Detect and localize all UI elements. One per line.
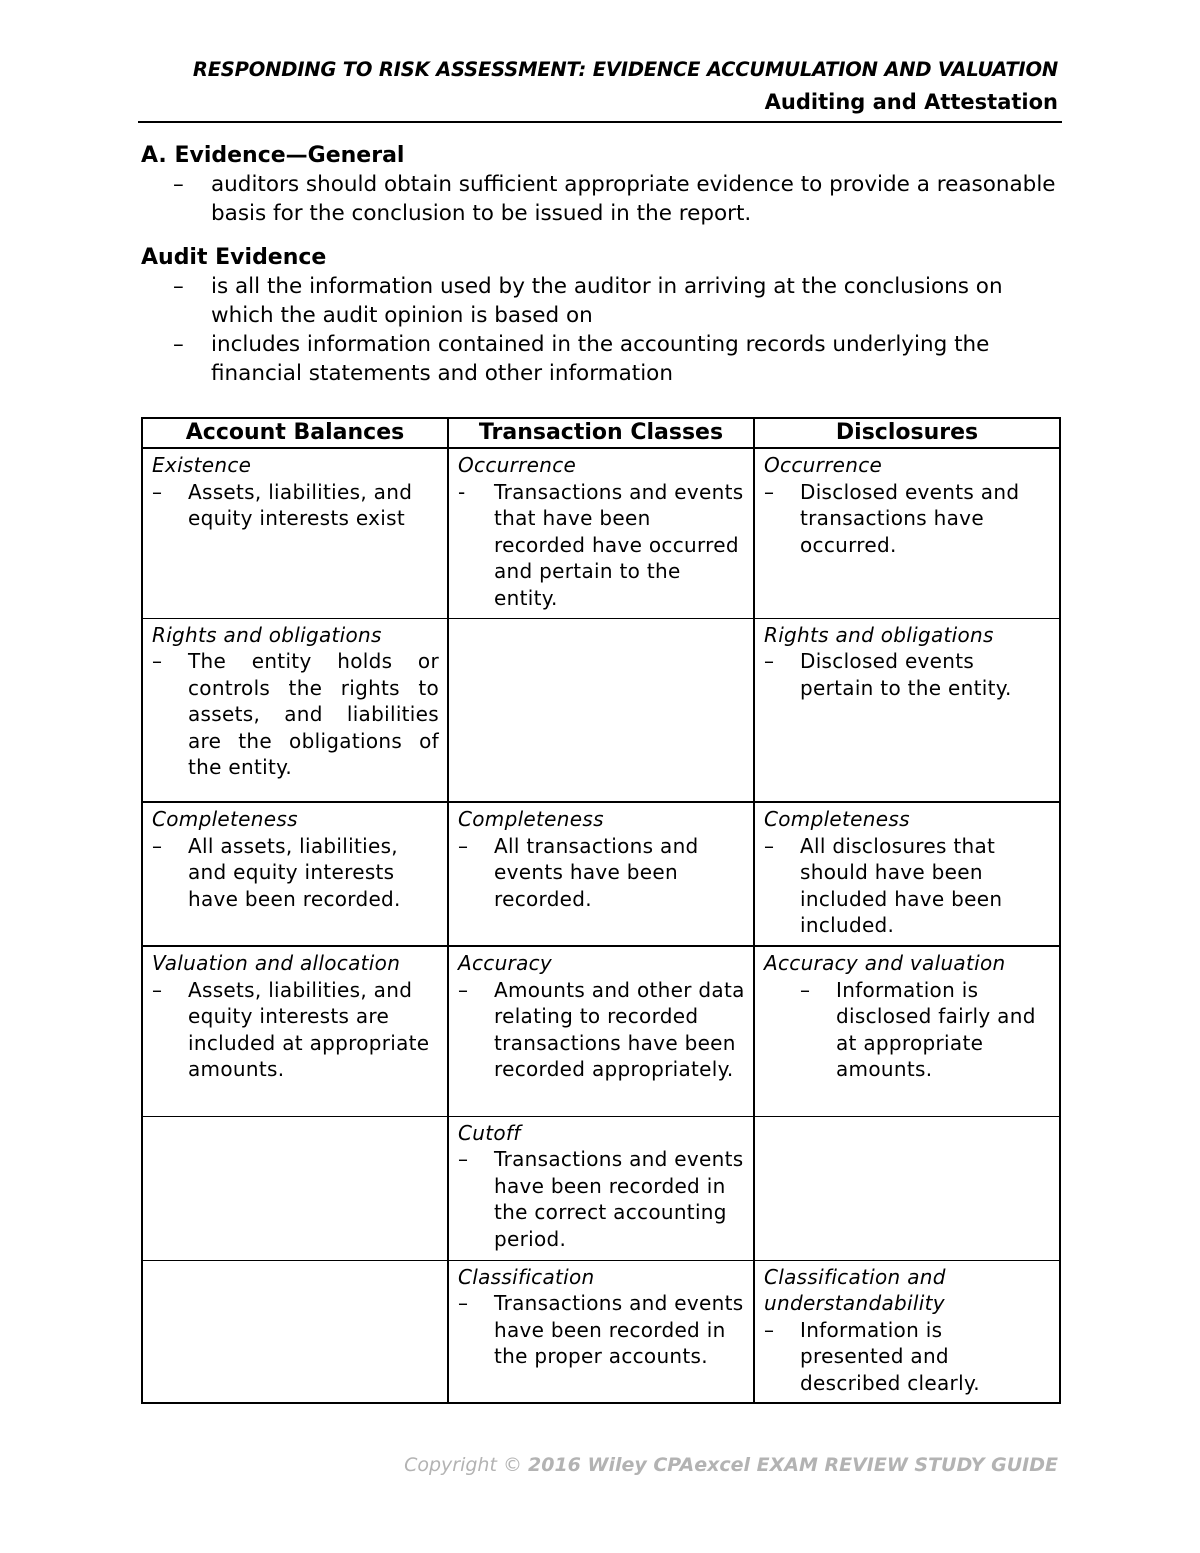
bullet-dash: – [152,833,163,858]
column-header-transaction-classes: Transaction Classes [448,418,754,448]
assertion-text: Disclosed events and transactions have occurred. [800,479,1020,557]
assertion-name: Completeness [458,807,604,831]
bullet-dash: – [458,977,469,1002]
section-audit-evidence [141,243,1071,388]
table-cell [754,946,1060,1116]
assertion-item [764,833,1051,939]
column-header-account-balances: Account Balances [142,418,448,448]
table-row [142,618,1060,802]
table-cell [754,1260,1060,1403]
table-cell [754,618,1060,802]
bullet-dash: – [764,1317,775,1342]
assertion-item [458,977,745,1083]
assertion-text: Information is disclosed fairly and at appropriate amounts. [836,977,1036,1081]
copyright-footer [140,1454,1058,1476]
assertion-item [152,977,439,1083]
assertion-name: Valuation and allocation [152,951,401,975]
bullet-dash: – [173,172,184,197]
bullet-dash: – [152,649,163,673]
bullet-text: is all the information used by the auditor in arriving at the conclusions on which the audit opinion is based on [211,274,1003,328]
bullet-text: auditors should obtain sufficient appropriate evidence to provide a reasonable basis for the conclusion to be issued in the report. [211,172,1056,226]
copyright-prefix: Copyright © [404,1454,528,1476]
document-subject: Auditing and Attestation [764,90,1058,114]
assertion-item [458,1146,745,1252]
table-header-row [142,418,1060,448]
table-cell [754,802,1060,946]
empty-cell [754,1116,1060,1260]
table-cell [754,448,1060,618]
table-cell [142,946,448,1116]
bullet-dash: – [458,1291,469,1315]
bullet-dash: – [764,649,775,673]
assertion-text: The entity holds or controls the rights to assets, and liabilities are the obligations of the entity. [188,649,439,779]
assertion-name: Completeness [764,807,910,831]
section-evidence-general [141,141,1071,228]
bullet-dash: – [152,479,163,504]
bullet-dash: - [458,479,466,504]
bullet-dash: – [173,332,184,357]
table-cell [448,448,754,618]
assertion-text: All assets, liabilities, and equity interests have been recorded. [188,833,401,911]
table-row [142,448,1060,618]
assertion-text: Assets, liabilities, and equity interests are included at appropriate amounts. [188,977,430,1081]
bullet-dash: – [458,833,469,858]
copyright-text: 2016 Wiley CPAexcel EXAM REVIEW STUDY GUIDE [528,1454,1058,1476]
assertion-text: All disclosures that should have been included have been included. [800,833,1003,937]
section-heading: Audit Evidence [141,245,327,270]
assertion-name: Rights and obligations [764,622,994,647]
table-cell [448,1260,754,1403]
assertion-item [152,648,439,781]
table-row [142,946,1060,1116]
table-cell [142,618,448,802]
assertion-text: Disclosed events pertain to the entity. [800,649,1012,700]
body-content [141,141,1071,403]
assertion-text: Information is presented and described clearly. [800,1317,980,1395]
assertion-item [458,479,745,612]
assertion-name: Occurrence [458,453,577,477]
header-divider [138,121,1062,123]
assertion-text: Amounts and other data relating to recorded transactions have been recorded appropriately. [494,977,745,1081]
bullet-dash: – [800,977,811,1002]
table-cell [142,448,448,618]
assertion-name: Classification [458,1264,595,1289]
bullet-dash: – [764,833,775,858]
assertion-item [152,833,439,913]
assertion-item [458,833,745,913]
column-header-disclosures: Disclosures [754,418,1060,448]
table-cell [448,802,754,946]
assertion-item [458,1290,745,1370]
table-cell [448,1116,754,1260]
assertion-name: Cutoff [458,1120,521,1145]
table-row [142,1116,1060,1260]
assertion-item [764,1317,1051,1397]
assertion-name: Completeness [152,807,298,831]
assertion-name: Rights and obligations [152,622,382,647]
table-row [142,1260,1060,1403]
assertion-name: Existence [152,453,252,477]
assertion-name: Occurrence [764,453,883,477]
assertion-item [764,977,1051,1083]
assertion-text: Transactions and events that have been recorded have occurred and pertain to the entity. [494,479,744,610]
assertion-text: Transactions and events have been recorded in the correct accounting period. [494,1147,744,1251]
bullet-item [141,272,1071,330]
assertion-item [764,479,1051,559]
assertions-table [141,417,1061,1404]
assertion-text: All transactions and events have been recorded. [494,833,699,911]
empty-cell [448,618,754,802]
assertion-item [152,479,439,532]
bullet-text: includes information contained in the accounting records underlying the financial statements and other information [211,332,990,386]
assertion-name: Accuracy [458,951,553,975]
bullet-dash: – [764,479,775,504]
empty-cell [142,1260,448,1403]
document-title: RESPONDING TO RISK ASSESSMENT: EVIDENCE ACCUMULATION AND VALUATION [192,58,1058,81]
table-cell [142,802,448,946]
table-cell [448,946,754,1116]
assertion-name: Classification and understandability [764,1264,946,1315]
section-heading: A. Evidence—General [141,143,405,168]
bullet-dash: – [173,274,184,299]
assertion-text: Assets, liabilities, and equity interests exist [188,479,413,530]
assertion-item [764,648,1051,701]
bullet-dash: – [458,1147,469,1171]
assertion-text: Transactions and events have been recorded in the proper accounts. [494,1291,744,1368]
empty-cell [142,1116,448,1260]
bullet-item [141,330,1071,388]
assertion-name: Accuracy and valuation [764,951,1006,975]
table-row [142,802,1060,946]
bullet-item [141,170,1071,228]
bullet-dash: – [152,977,163,1002]
